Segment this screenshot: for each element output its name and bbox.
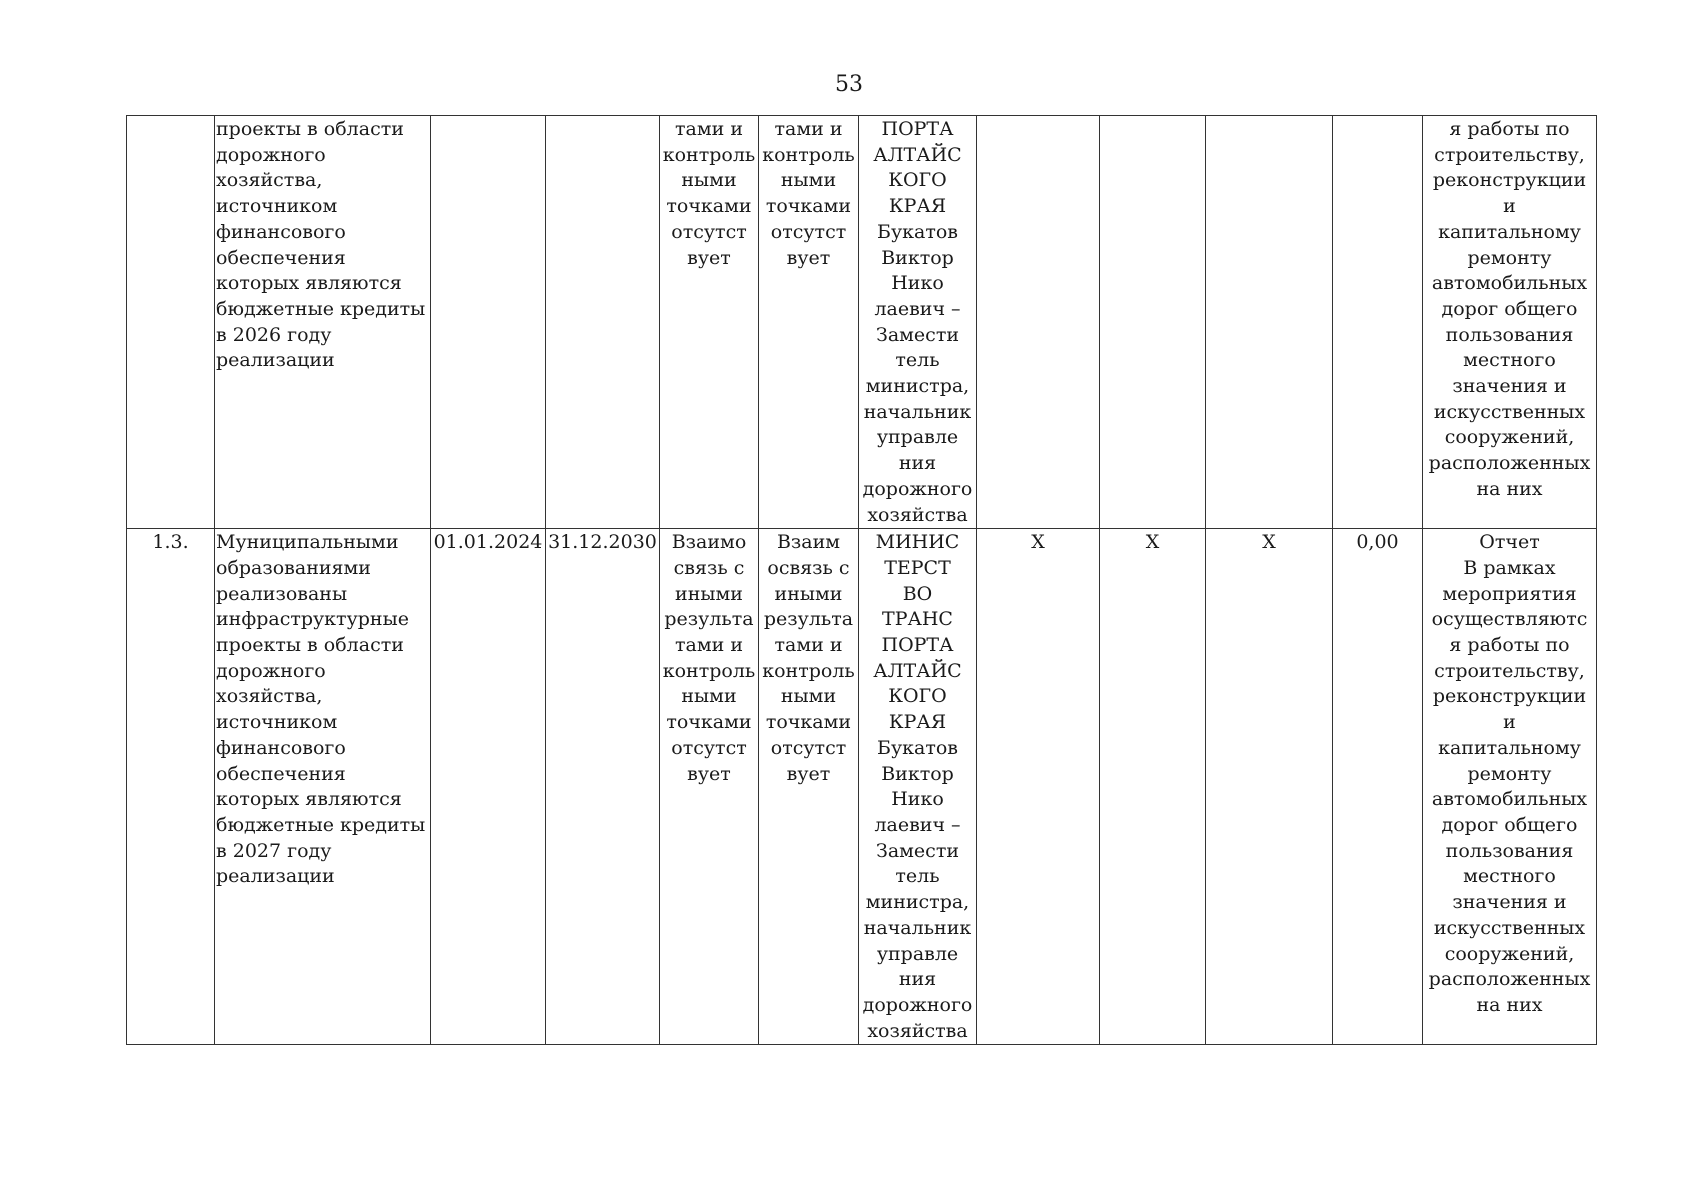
row-number-cell [127, 116, 215, 529]
result-name-cell: проекты в области дорожного хозяйства, источником финансового обеспечения которых являются бюджетные кредиты в 2026 году реализации [215, 116, 431, 529]
value-cell-4 [1333, 116, 1423, 529]
responsible-cell: МИНИС ТЕРСТ ВО ТРАНС ПОРТА АЛТАЙС КОГО КРАЯ Букатов Виктор Нико лаевич – Замести тель министра, начальник управле ния дорожного хозяйства [859, 529, 977, 1045]
responsible-cell: ПОРТА АЛТАЙС КОГО КРАЯ Букатов Виктор Нико лаевич – Замести тель министра, начальник управле ния дорожного хозяйства [859, 116, 977, 529]
plan-table [126, 115, 1597, 1045]
link-prev-cell: Взаимо связь с иными результа тами и контроль ными точками отсутст вует [660, 529, 759, 1045]
link-next-cell: Взаим освязь с иными результа тами и контроль ными точками отсутст вует [759, 529, 859, 1045]
value-cell-1: X [977, 529, 1100, 1045]
page-number: 53 [835, 72, 863, 97]
value-cell-2 [1100, 116, 1206, 529]
start-date-cell [431, 116, 546, 529]
table-row [127, 116, 1597, 529]
value-cell-2: X [1100, 529, 1206, 1045]
end-date-cell [546, 116, 660, 529]
link-prev-cell: тами и контроль ными точками отсутст вует [660, 116, 759, 529]
value-cell-4: 0,00 [1333, 529, 1423, 1045]
value-cell-3: X [1206, 529, 1333, 1045]
table-row [127, 529, 1597, 1045]
document-cell: Отчет В рамках мероприятия осуществляютс я работы по строительству, реконструкции и капитальному ремонту автомобильных дорог общего пользования местного значения и искусственных сооружений, расположенных на них [1423, 529, 1597, 1045]
end-date-cell: 31.12.2030 [546, 529, 660, 1045]
value-cell-3 [1206, 116, 1333, 529]
result-name-cell: Муниципальными образованиями реализованы инфраструктурные проекты в области дорожного хозяйства, источником финансового обеспечения которых являются бюджетные кредиты в 2027 году реализации [215, 529, 431, 1045]
link-next-cell: тами и контроль ными точками отсутст вует [759, 116, 859, 529]
start-date-cell: 01.01.2024 [431, 529, 546, 1045]
value-cell-1 [977, 116, 1100, 529]
row-number-cell: 1.3. [127, 529, 215, 1045]
document-cell: я работы по строительству, реконструкции и капитальному ремонту автомобильных дорог общего пользования местного значения и искусственных сооружений, расположенных на них [1423, 116, 1597, 529]
